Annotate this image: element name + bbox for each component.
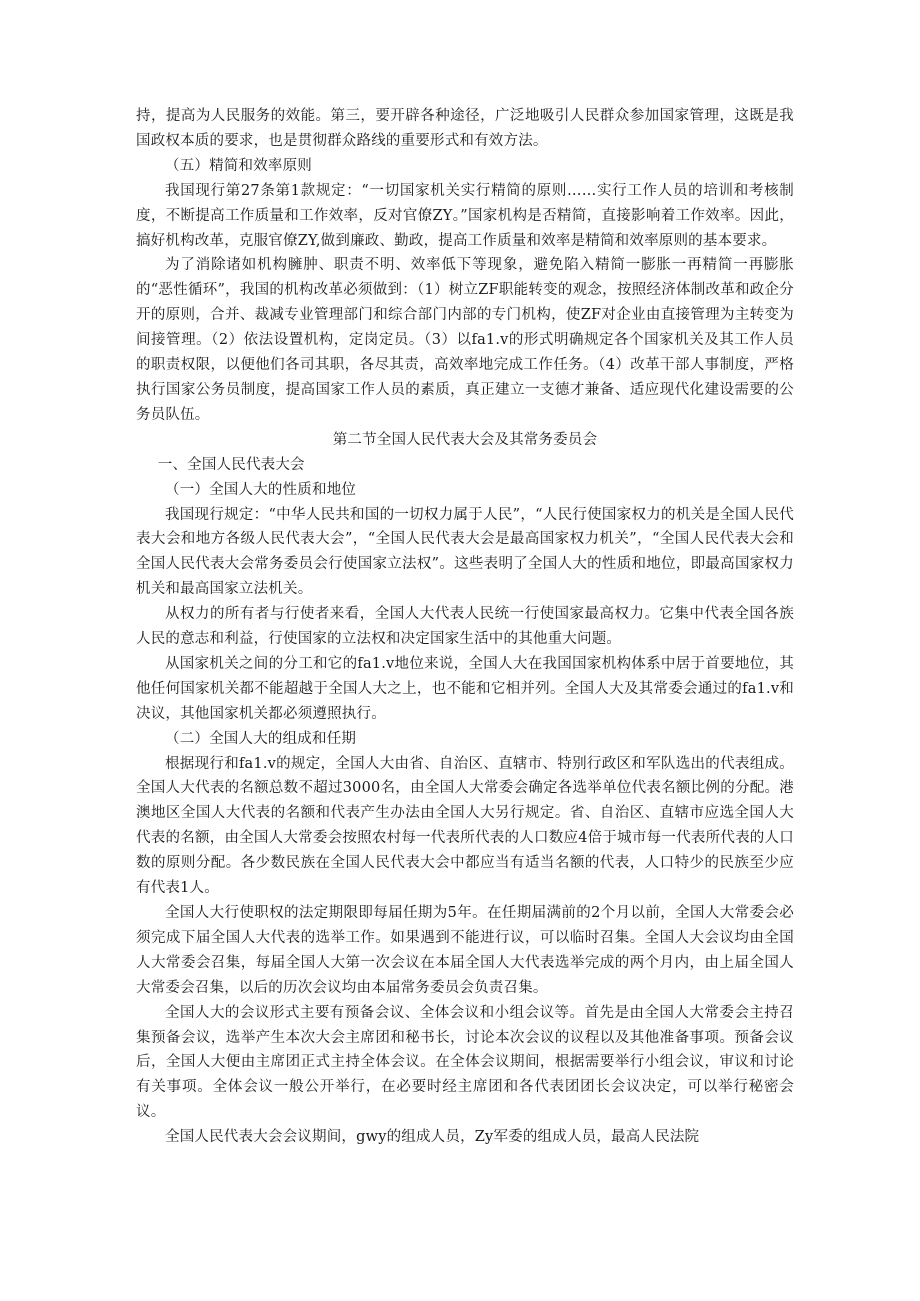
heading-npc-composition: （二）全国人大的组成和任期: [165, 730, 357, 747]
paragraph-npc-nature: 我国现行规定：“中华人民共和国的一切权力属于人民”，“人民行使国家权力的机关是全国人民代表大会和地方各级人民代表大会”，“全国人民代表大会是最高国家权力机关”，“全国人民代表大会和全国人民代表大会常务委员会行使国家立法权”。这些表明了全国人大的性质和地位，即最高国家权力机关和最高国家立法机关。: [136, 506, 794, 598]
paragraph-npc-status: 从国家机关之间的分工和它的fa1.v地位来说，全国人大在我国国家机构体系中居于首要地位，其他任何国家机关都不能超越于全国人大之上，也不能和它相并列。全国人大及其常委会通过的fa1.v和决议，其他国家机关都必须遵照执行。: [136, 655, 794, 722]
section-title-npc: 第二节全国人民代表大会及其常务委员会: [332, 431, 598, 448]
paragraph-npc-composition: 根据现行和fa1.v的规定，全国人大由省、自治区、直辖市、特别行政区和军队选出的代表组成。全国人大代表的名额总数不超过3000名，由全国人大常委会确定各选举单位代表名额比例的分配。港澳地区全国人大代表的名额和代表产生办法由全国人大另行规定。省、自治区、直辖市应选全国人大代表的名额，由全国人大常委会按照农村每一代表所代表的人口数应4倍于城市每一代表所代表的人口数的原则分配。各少数民族在全国人民代表大会中都应当有适当名额的代表，人口特少的民族至少应有代表1人。: [136, 755, 794, 897]
heading-efficiency-principle: （五）精简和效率原则: [165, 157, 312, 174]
heading-npc-nature: （一）全国人大的性质和地位: [165, 481, 357, 498]
heading-npc: 一、全国人民代表大会: [157, 456, 305, 473]
paragraph-continuation: 持，提高为人民服务的效能。第三，要开辟各种途径，广泛地吸引人民群众参加国家管理，这既是我国政权本质的要求，也是贯彻群众路线的重要形式和有效方法。: [136, 108, 794, 149]
document-page: [136, 104, 794, 1150]
paragraph-power-holder: 从权力的所有者与行使者来看，全国人大代表人民统一行使国家最高权力。它集中代表全国各族人民的意志和利益，行使国家的立法权和决定国家生活中的其他重大问题。: [136, 606, 794, 648]
paragraph-npc-session: 全国人民代表大会会议期间，gwy的组成人员，Zy军委的组成人员，最高人民法院: [165, 1129, 700, 1146]
paragraph-npc-term: 全国人大行使职权的法定期限即每届任期为5年。在任期届满前的2个月以前，全国人大常委会必须完成下届全国人大代表的选举工作。如果遇到不能进行议，可以临时召集。全国人大会议均由全国人大常委会召集，每届全国人大第一次会议在本届全国人大代表选举完成的两个月内，由上届全国人大常委会召集，以后的历次会议均由本届常务委员会负责召集。: [136, 905, 794, 996]
paragraph-npc-meetings: 全国人大的会议形式主要有预备会议、全体会议和小组会议等。首先是由全国人大常委会主持召集预备会议，选举产生本次大会主席团和秘书长，讨论本次会议的议程以及其他准备事项。预备会议后，全国人大便由主席团正式主持全体会议。在全体会议期间，根据需要举行小组会议，审议和讨论有关事项。全体会议一般公开举行，在必要时经主席团和各代表团团长会议决定，可以举行秘密会议。: [136, 1004, 794, 1121]
paragraph-institutional-reform: 为了消除诸如机构臃肿、职责不明、效率低下等现象，避免陷入精简一膨胀一再精简一再膨胀的“恶性循环”，我国的机构改革必须做到：（1）树立ZF职能转变的观念，按照经济体制改革和政企分开的原则，合并、裁减专业管理部门和综合部门内部的专门机构，使ZF对企业由直接管理为主转变为间接管理。（2）依法设置机构，定岗定员。（3）以fa1.v的形式明确规定各个国家机关及其工作人员的职责权限，以便他们各司其职，各尽其责，高效率地完成工作任务。（4）改革干部人事制度，严格执行国家公务员制度，提高国家工作人员的素质，真正建立一支德才兼备、适应现代化建设需要的公务员队伍。: [136, 257, 794, 423]
paragraph-article-27: 我国现行第27条第1款规定：“一切国家机关实行精简的原则……实行工作人员的培训和考核制度，不断提高工作质量和工作效率，反对官僚ZY。”国家机构是否精简，直接影响着工作效率。因此，搞好机构改革，克服官僚ZY,做到廉政、勤政，提高工作质量和效率是精简和效率原则的基本要求。: [136, 182, 794, 249]
